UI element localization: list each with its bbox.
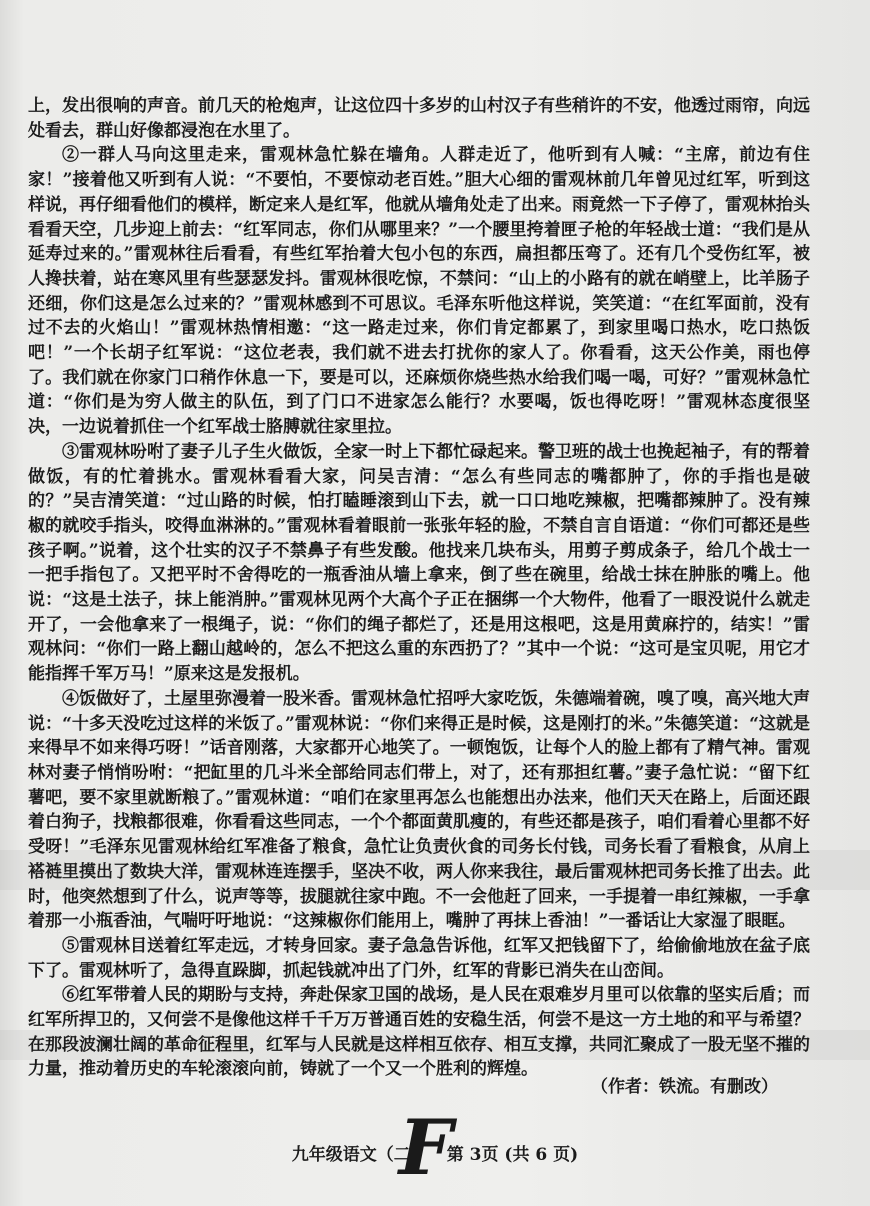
paragraph-4: ④饭做好了，土屋里弥漫着一股米香。雷观林急忙招呼大家吃饭，朱德端着碗，嗅了嗅，高兴地大声说：“十多天没吃过这样的米饭了。”雷观林说：“你们来得正是时候，这是刚打的米。”朱德笑道：“这就是来得早不如来得巧呀！”话音刚落，大家都开心地笑了。一顿饱饭，让每个人的脸上都有了精气神。雷观林对妻子悄悄吩咐：“把缸里的几斗米全部给同志们带上，对了，还有那担红薯。”妻子急忙说：“留下红薯吧，要不家里就断粮了。”雷观林道：“咱们在家里再怎么也能想出办法来，他们天天在路上，后面还跟着白狗子，找粮都很难，你看看这些同志，一个个都面黄肌瘦的，有些还都是孩子，咱们看着心里都不好受呀！”毛泽东见雷观林给红军准备了粮食，急忙让负责伙食的司务长付钱，司务长看了看粮食，从肩上褡裢里摸出了数块大洋，雷观林连连摆手，坚决不收，两人你来我往，最后雷观林把司务长推了出去。此时，他突然想到了什么，说声等等，拔腿就往家中跑。不一会他赶了回来，一手提着一串红辣椒，一手拿着那一小瓶香油，气喘吁吁地说：“这辣椒你们能用上，嘴肿了再抹上香油！”一番话让大家湿了眼眶。 — [28, 688, 810, 932]
footer-subject: 九年级语文（二 — [291, 1145, 411, 1165]
paragraph-5: ⑤雷观林目送着红军走远，才转身回家。妻子急急告诉他，红军又把钱留下了，给偷偷地放在盆子底下了。雷观林听了，急得直跺脚，抓起钱就冲出了门外，红军的背影已消失在山峦间。 — [28, 935, 810, 981]
footer-page-number: 第 3页 (共 6 页) — [446, 1145, 579, 1165]
paper-type-stamp: F — [398, 1103, 453, 1192]
paragraph-3: ③雷观林吩咐了妻子儿子生火做饭，全家一时上下都忙碌起来。警卫班的战士也挽起袖子，有的帮着做饭，有的忙着挑水。雷观林看看大家，问吴吉清：“怎么有些同志的嘴都肿了，你的手指也是破的？”吴吉清笑道：“过山路的时候，怕打瞌睡滚到山下去，就一口口地吃辣椒，把嘴都辣肿了。没有辣椒的就咬手指头，咬得血淋淋的。”雷观林看着眼前一张张年轻的脸，不禁自言自语道：“你们可都还是些孩子啊。”说着，这个壮实的汉子不禁鼻子有些发酸。他找来几块布头，用剪子剪成条子，给几个战士一一把手指包了。又把平时不舍得吃的一瓶香油从墙上拿来，倒了些在碗里，给战士抹在肿胀的嘴上。他说：“这是土法子，抹上能消肿。”雷观林见两个大高个子正在捆绑一个大物件，他看了一眼没说什么就走开了，一会他拿来了一根绳子，说：“你们的绳子都烂了，还是用这根吧，这是用黄麻拧的，结实！”雷观林问：“你们一路上翻山越岭的，怎么不把这么重的东西扔了？”其中一个说：“这可是宝贝呢，用它才能指挥千军万马！”原来这是发报机。 — [28, 441, 810, 685]
article-body — [28, 94, 810, 1082]
paragraph-1-continued: 上，发出很响的声音。前几天的枪炮声，让这位四十多岁的山村汉子有些稍许的不安，他透过雨帘，向远处看去，群山好像都浸泡在水里了。 — [28, 96, 810, 141]
paragraph-6: ⑥红军带着人民的期盼与支持，奔赴保家卫国的战场，是人民在艰难岁月里可以依靠的坚实后盾；而红军所捍卫的，又何尝不是像他这样千千万万普通百姓的安稳生活，何尝不是这一方土地的和平与希望？在那段波澜壮阔的革命征程里，红军与人民就是这样相互依存、相互支撑，共同汇聚成了一股无坚不摧的力量，推动着历史的车轮滚滚向前，铸就了一个又一个胜利的辉煌。 — [28, 985, 810, 1080]
author-attribution: （作者：铁流。有删改） — [591, 1077, 778, 1097]
paragraph-2: ②一群人马向这里走来，雷观林急忙躲在墙角。人群走近了，他听到有人喊：“主席，前边有住家！”接着他又听到有人说：“不要怕，不要惊动老百姓。”胆大心细的雷观林前几年曾见过红军，听到这样说，再仔细看他们的模样，断定来人是红军，他就从墙角处走了出来。雨竟然一下子停了，雷观林抬头看看天空，几步迎上前去：“红军同志，你们从哪里来？”一个腰里挎着匣子枪的年轻战士道：“我们是从延寿过来的。”雷观林往后看看，有些红军抬着大包小包的东西，扁担都压弯了。还有几个受伤红军，被人搀扶着，站在寒风里有些瑟瑟发抖。雷观林很吃惊，不禁问：“山上的小路有的就在峭壁上，比羊肠子还细，你们这是怎么过来的？”雷观林感到不可思议。毛泽东听他这样说，笑笑道：“在红军面前，没有过不去的火焰山！”雷观林热情相邀：“这一路走过来，你们肯定都累了，到家里喝口热水，吃口热饭吧！”一个长胡子红军说：“这位老表，我们就不进去打扰你的家人了。你看看，这天公作美，雨也停了。我们就在你家门口稍作休息一下，要是可以，还麻烦你烧些热水给我们喝一喝，可好？”雷观林急忙道：“你们是为穷人做主的队伍，到了门口不进家怎么能行？水要喝，饭也得吃呀！”雷观林态度很坚决，一边说着抓住一个红军战士胳膊就往家里拉。 — [28, 145, 810, 438]
page-footer — [0, 1103, 870, 1192]
